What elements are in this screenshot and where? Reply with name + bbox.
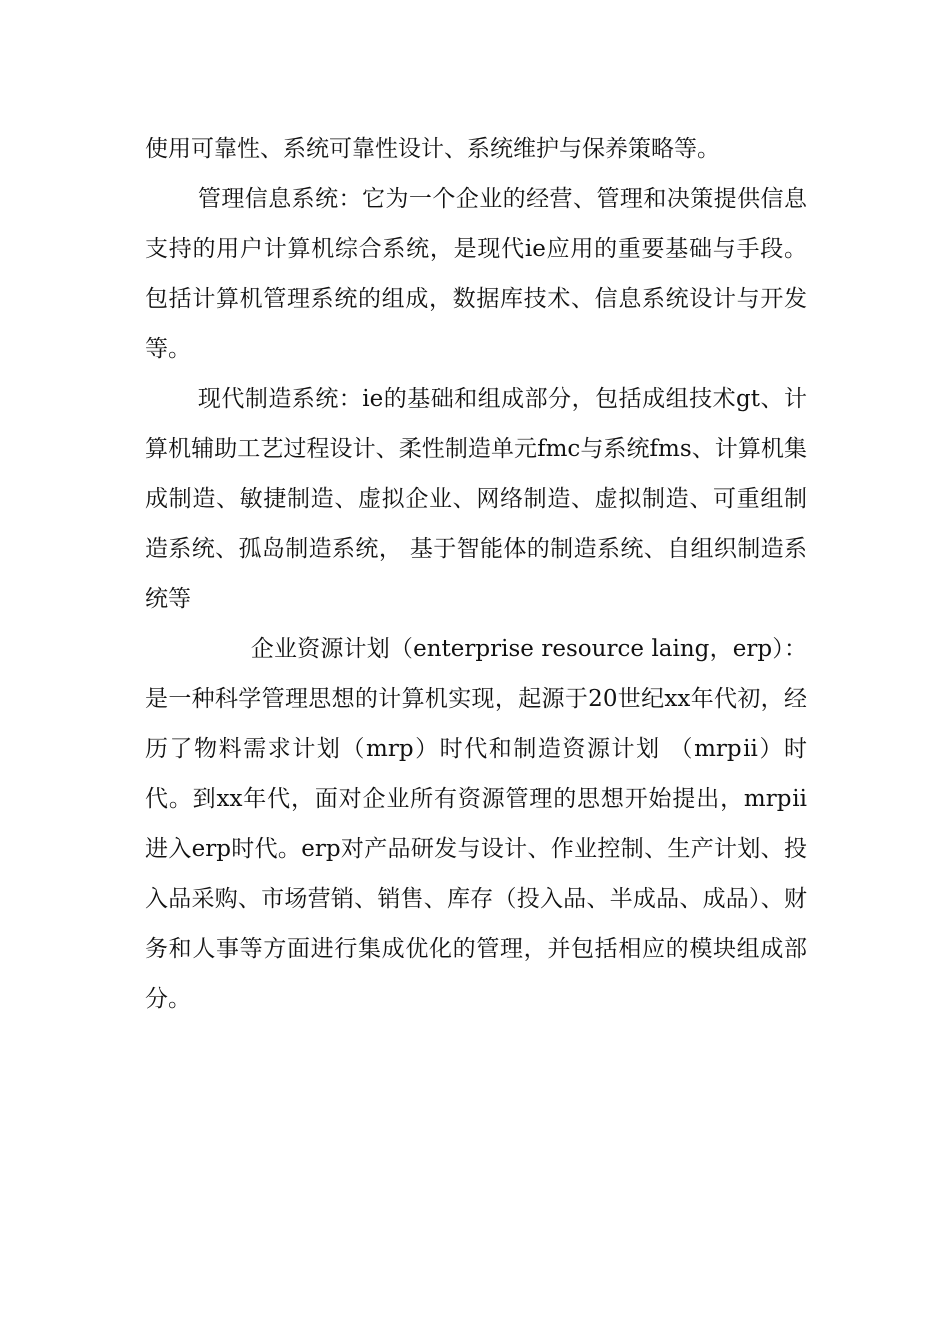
paragraph-enterprise-resource-planning: 企业资源计划（enterprise resource laing，erp）：是一种科学管理思想的计算机实现，起源于20世纪xx年代初，经历了物料需求计划（mrp）时代和制造资源计划 （mrpⅱ）时代。到xx年代，面对企业所有资源管理的思想开始提出，mrpⅱ进入erp时代。erp对产品研发与设计、作业控制、生产计划、投入品采购、市场营销、销售、库存（投入品、半成品、成品）、财务和人事等方面进行集成优化的管理，并包括相应的模块组成部分。	[145, 636, 807, 1012]
paragraph-reliability-tail: 使用可靠性、系统可靠性设计、系统维护与保养策略等。	[145, 136, 720, 162]
paragraph-modern-manufacturing-system: 现代制造系统：ie的基础和组成部分，包括成组技术gt、计算机辅助工艺过程设计、柔性制造单元fmc与系统fms、计算机集成制造、敏捷制造、虚拟企业、网络制造、虚拟制造、可重组制造系统、孤岛制造系统， 基于智能体的制造系统、自组织制造系统等	[145, 386, 807, 612]
document-page	[145, 124, 807, 1024]
paragraph-management-information-system: 管理信息系统：它为一个企业的经营、管理和决策提供信息支持的用户计算机综合系统，是现代ie应用的重要基础与手段。包括计算机管理系统的组成，数据库技术、信息系统设计与开发等。	[145, 186, 807, 362]
